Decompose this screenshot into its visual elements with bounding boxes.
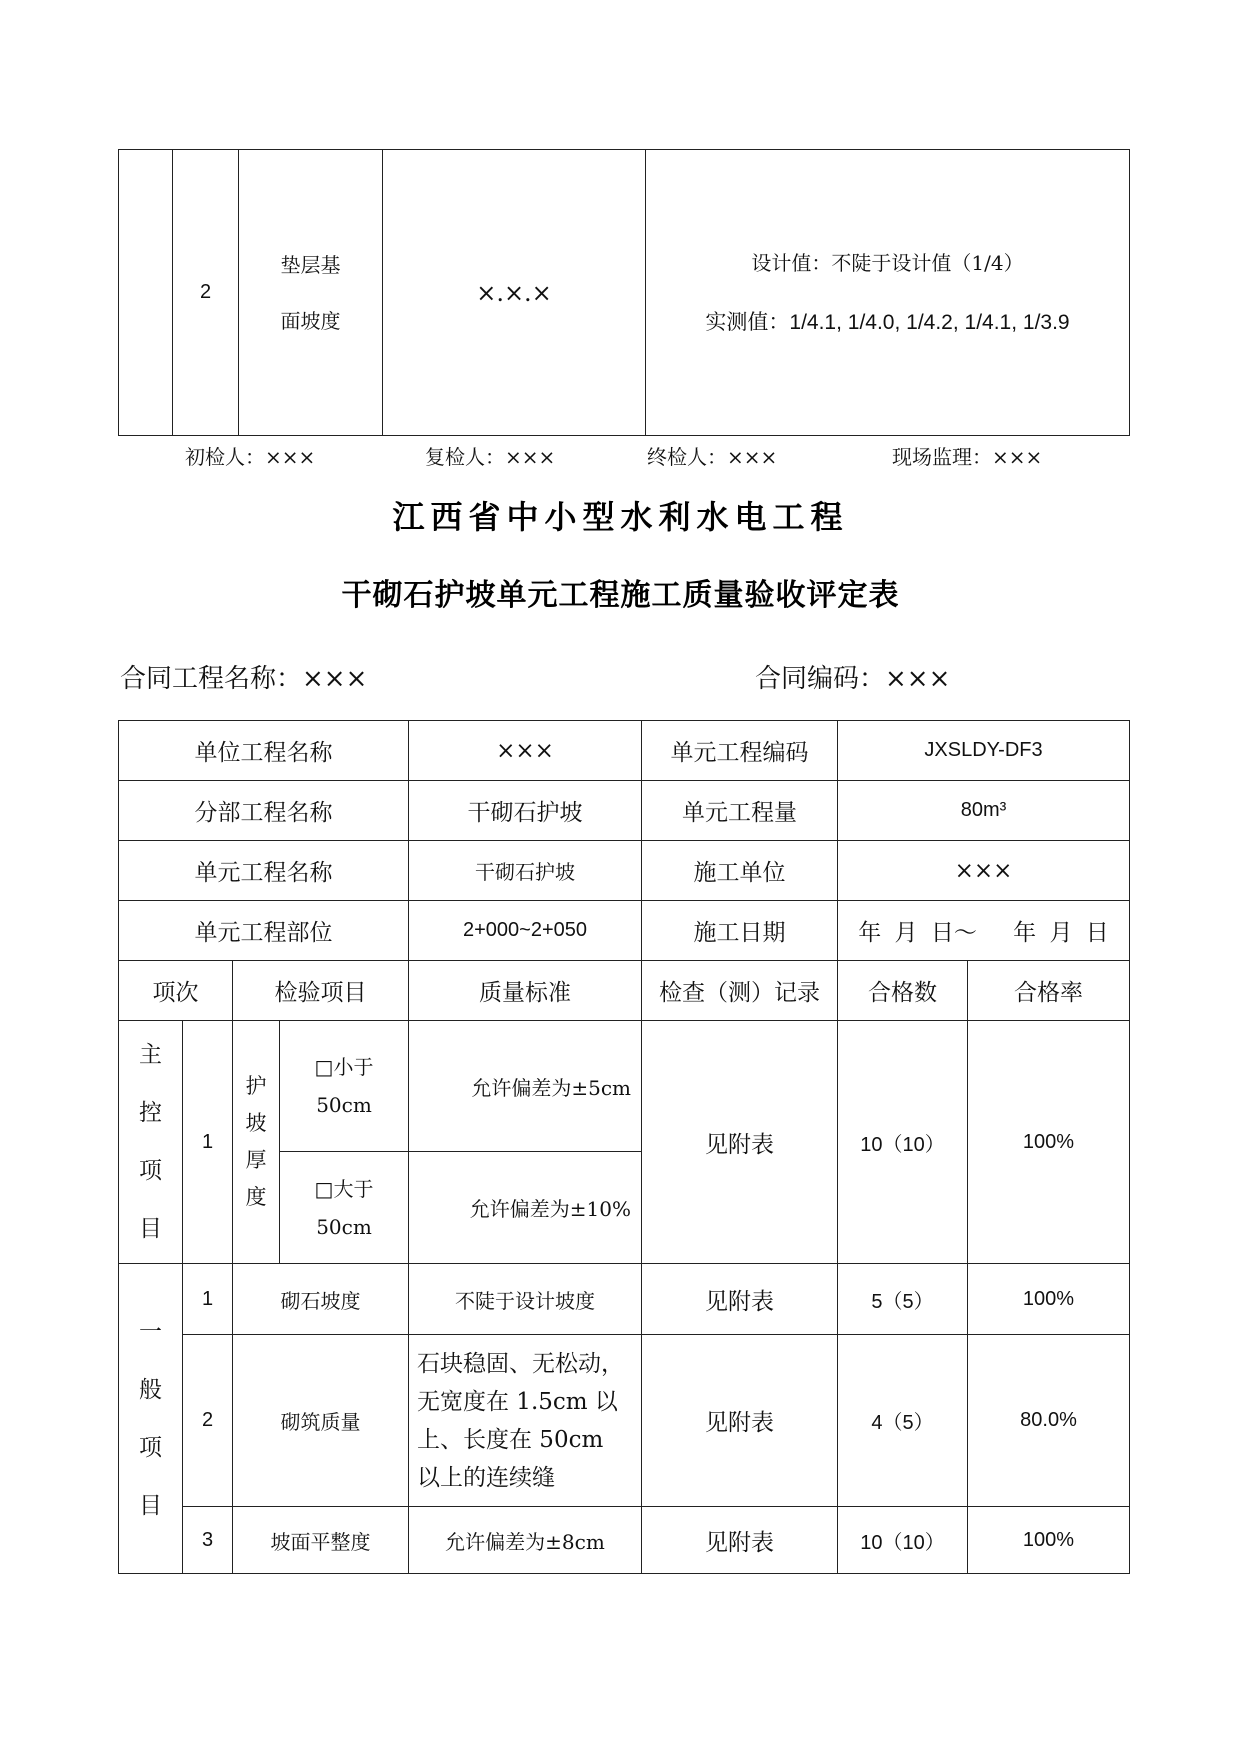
- check-record: [646, 150, 1130, 436]
- label-unit-project-name: 单位工程名称: [119, 721, 409, 781]
- group-cell: [119, 150, 173, 436]
- record-design-value: 设计值：不陡于设计值（1/4）: [751, 250, 1024, 275]
- check-item-line1: 垫层基: [280, 252, 341, 277]
- row-index: 2: [173, 150, 239, 436]
- main-control-pass-rate: 100%: [968, 1021, 1130, 1264]
- evaluation-table: [118, 720, 1130, 1574]
- general-row-3-item: 坡面平整度: [233, 1507, 409, 1574]
- group-general: 一般项目: [119, 1264, 183, 1574]
- general-row-2-record: 见附表: [642, 1335, 838, 1507]
- quality-standard: ×.×.×: [383, 150, 646, 436]
- general-row-2-pass-rate: 80.0%: [968, 1335, 1130, 1507]
- check-item-line2: 面坡度: [280, 308, 341, 333]
- element-name: 干砌石护坡: [409, 841, 642, 901]
- group-main-control: 主控项目: [119, 1021, 183, 1264]
- label-contractor: 施工单位: [642, 841, 838, 901]
- document-subtitle: 干砌石护坡单元工程施工质量验收评定表: [341, 578, 900, 613]
- contract-code: 合同编码：×××: [755, 664, 951, 694]
- general-row-3-index: 3: [183, 1507, 233, 1574]
- check-item: [239, 150, 383, 436]
- initial-inspector: 初检人：×××: [185, 445, 316, 469]
- header-pass-count: 合格数: [838, 961, 968, 1021]
- general-row-2-item: 砌筑质量: [233, 1335, 409, 1507]
- record-measured-value: 实测值：1/4.1, 1/4.0, 1/4.2, 1/4.1, 1/3.9: [705, 310, 1070, 334]
- general-row-1-pass-count: 5（5）: [838, 1264, 968, 1335]
- general-row-1-item: 砌石坡度: [233, 1264, 409, 1335]
- main-control-item: 护坡厚度: [233, 1021, 280, 1264]
- header-record: 检查（测）记录: [642, 961, 838, 1021]
- sub-item-less-50-standard: 允许偏差为±5cm: [409, 1021, 642, 1152]
- general-row-2-standard: 石块稳固、无松动，无宽度在 1.5cm 以上、长度在 50cm 以上的连续缝: [409, 1335, 642, 1507]
- main-control-index: 1: [183, 1021, 233, 1264]
- main-control-pass-count: 10（10）: [838, 1021, 968, 1264]
- general-row-3-pass-rate: 100%: [968, 1507, 1130, 1574]
- construction-date: 年 月 日～ 年 月 日: [838, 901, 1130, 961]
- header-check-item: 检验项目: [233, 961, 409, 1021]
- contractor: ×××: [838, 841, 1130, 901]
- general-row-2-index: 2: [183, 1335, 233, 1507]
- sub-item-more-50-standard: 允许偏差为±10%: [409, 1152, 642, 1264]
- general-row-2-pass-count: 4（5）: [838, 1335, 968, 1507]
- label-sub-project-name: 分部工程名称: [119, 781, 409, 841]
- general-row-3-standard: 允许偏差为±8cm: [409, 1507, 642, 1574]
- general-row-1-record: 见附表: [642, 1264, 838, 1335]
- header-standard: 质量标准: [409, 961, 642, 1021]
- element-location: 2+000~2+050: [409, 901, 642, 961]
- general-row-3-pass-count: 10（10）: [838, 1507, 968, 1574]
- element-quantity: 80m³: [838, 781, 1130, 841]
- unit-project-name: ×××: [409, 721, 642, 781]
- sub-project-name: 干砌石护坡: [409, 781, 642, 841]
- label-element-quantity: 单元工程量: [642, 781, 838, 841]
- final-inspector: 终检人：×××: [647, 445, 778, 469]
- main-control-record: 见附表: [642, 1021, 838, 1264]
- general-row-1-index: 1: [183, 1264, 233, 1335]
- header-item-no: 项次: [119, 961, 233, 1021]
- label-element-name: 单元工程名称: [119, 841, 409, 901]
- label-construction-date: 施工日期: [642, 901, 838, 961]
- header-pass-rate: 合格率: [968, 961, 1130, 1021]
- sub-item-more-50: □大于50cm: [280, 1152, 409, 1264]
- general-row-1-standard: 不陡于设计坡度: [409, 1264, 642, 1335]
- label-element-code: 单元工程编码: [642, 721, 838, 781]
- continuation-table: [118, 149, 1130, 436]
- recheck-inspector: 复检人：×××: [425, 445, 556, 469]
- site-supervisor: 现场监理：×××: [892, 445, 1043, 469]
- element-code: JXSLDY-DF3: [838, 721, 1130, 781]
- general-row-3-record: 见附表: [642, 1507, 838, 1574]
- label-element-location: 单元工程部位: [119, 901, 409, 961]
- general-row-1-pass-rate: 100%: [968, 1264, 1130, 1335]
- contract-name: 合同工程名称：×××: [120, 664, 368, 694]
- sub-item-less-50: □小于50cm: [280, 1021, 409, 1152]
- document-title: 江西省中小型水利水电工程: [392, 498, 849, 536]
